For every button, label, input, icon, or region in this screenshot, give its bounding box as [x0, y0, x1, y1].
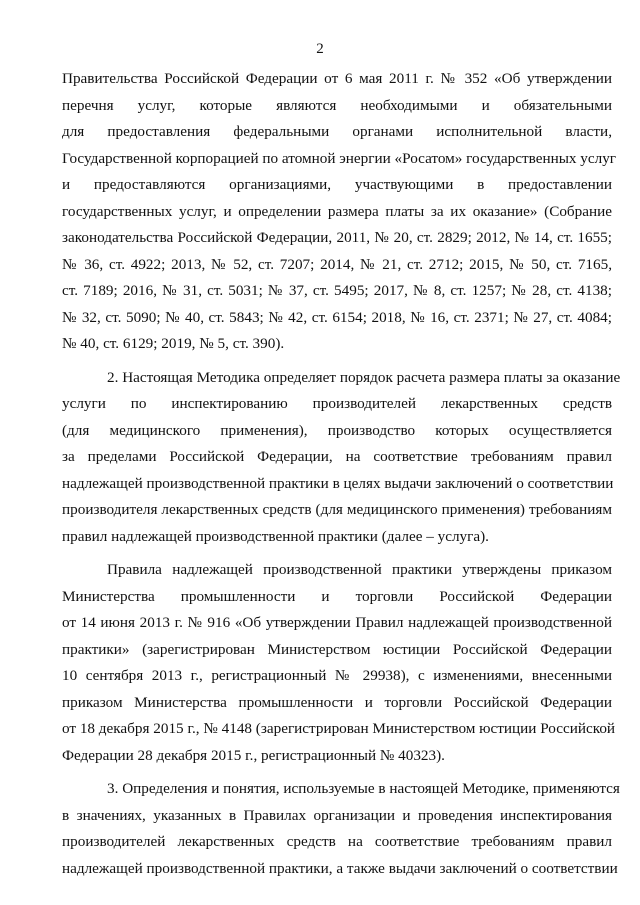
text-line: практики» (зарегистрирован Министерством юстиции Российской Федерации [62, 640, 612, 658]
text-line: государственных услуг, и определении размера платы за их оказание» (Собрание [62, 202, 612, 220]
text-line: Федерации 28 декабря 2015 г., регистрационный № 40323). [62, 746, 445, 764]
text-line: № 40, ст. 6129; 2019, № 5, ст. 390). [62, 335, 285, 352]
text-line: 10 сентября 2013 г., регистрационный № 29938), с изменениями, внесенными [62, 667, 612, 684]
text-line: услуги по инспектированию производителей лекарственных средств [62, 395, 612, 412]
text-line: производителей лекарственных средств на соответствие требованиям правил [62, 833, 612, 850]
text-line: Министерства промышленности и торговли Российской Федерации [62, 587, 612, 605]
paragraph-gap [62, 550, 612, 557]
text-line: и предоставляются организациями, участвующими в предоставлении [62, 176, 612, 193]
text-line: 3. Определения и понятия, используемые в настоящей Методике, применяются [107, 780, 620, 797]
text-line: приказом Министерства промышленности и торговли Российской Федерации [62, 693, 612, 711]
text-line: Правительства Российской Федерации от 6 мая 2011 г. № 352 «Об утверждении [62, 70, 612, 87]
paragraph [62, 557, 616, 769]
text-line: от 18 декабря 2015 г., № 4148 (зарегистрирован Министерством юстиции Российской [62, 720, 616, 737]
paragraph [62, 776, 620, 882]
text-line: правил надлежащей производственной практики (далее – услуга). [62, 527, 489, 545]
text-line: № 32, ст. 5090; № 40, ст. 5843; № 42, ст. 6154; 2018, № 16, ст. 2371; № 27, ст. 4084; [62, 308, 612, 326]
text-line: перечня услуг, которые являются необходимыми и обязательными [62, 96, 612, 114]
text-line: надлежащей производственной практики в целях выдачи заключений о соответствии [62, 474, 614, 492]
paragraph [62, 66, 617, 358]
page-number: 2 [316, 41, 324, 57]
text-line: от 14 июня 2013 г. № 916 «Об утверждении Правил надлежащей производственной [62, 614, 612, 631]
text-line: № 36, ст. 4922; 2013, № 52, ст. 7207; 2014, № 21, ст. 2712; 2015, № 50, ст. 7165, [62, 255, 612, 273]
document-body [62, 66, 621, 882]
text-line: за пределами Российской Федерации, на соответствие требованиям правил [62, 448, 612, 465]
paragraph [62, 365, 621, 551]
paragraph-gap [62, 769, 612, 776]
text-line: ст. 7189; 2016, № 31, ст. 5031; № 37, ст. 5495; 2017, № 8, ст. 1257; № 28, ст. 4138; [62, 282, 612, 299]
text-line: Государственной корпорацией по атомной энергии «Росатом» государственных услуг [62, 149, 617, 167]
text-line: (для медицинского применения), производство которых осуществляется [62, 421, 612, 439]
text-line: производителя лекарственных средств (для медицинского применения) требованиям [62, 501, 612, 518]
text-line: Правила надлежащей производственной практики утверждены приказом [107, 561, 612, 578]
text-line: надлежащей производственной практики, а также выдачи заключений о соответствии [62, 859, 618, 877]
text-line: 2. Настоящая Методика определяет порядок расчета размера платы за оказание [107, 368, 621, 386]
text-line: законодательства Российской Федерации, 2011, № 20, ст. 2829; 2012, № 14, ст. 1655; [62, 229, 612, 246]
text-line: в значениях, указанных в Правилах организации и проведения инспектирования [62, 806, 612, 824]
text-line: для предоставления федеральными органами исполнительной власти, [62, 123, 612, 140]
paragraph-gap [62, 358, 612, 365]
